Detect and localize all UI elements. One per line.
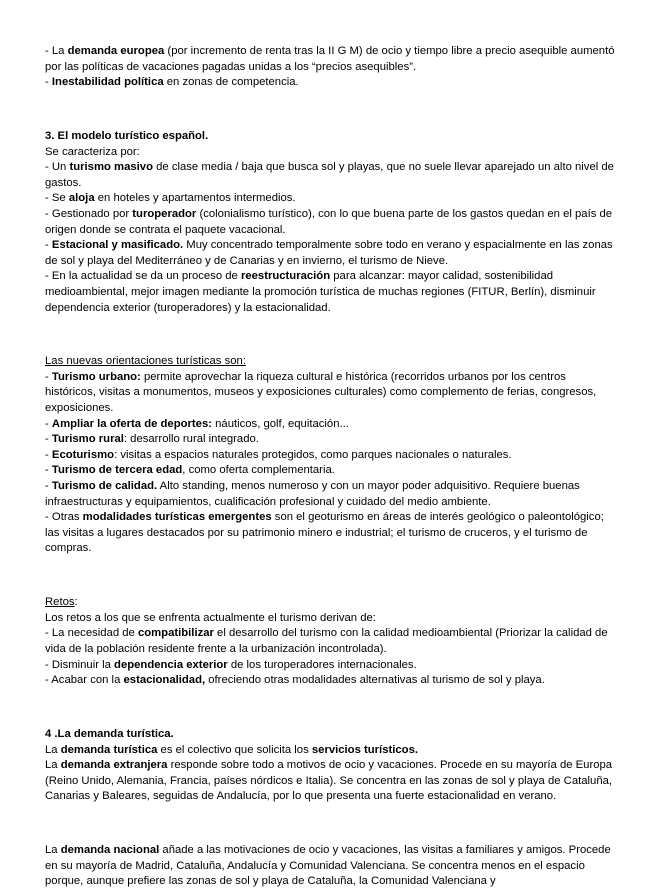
text-run: - xyxy=(45,417,52,430)
bold-term: Inestabilidad política xyxy=(51,76,164,89)
bold-term: Turismo rural xyxy=(51,433,124,446)
text-run: - Otras xyxy=(45,511,83,524)
text-run: - La xyxy=(45,45,68,57)
paragraph xyxy=(45,145,615,161)
bold-term: Turismo de tercera edad xyxy=(51,464,183,477)
text-run: - Gestionado por xyxy=(45,207,133,220)
bold-term: Ampliar la oferta de deportes: xyxy=(51,417,212,430)
bold-term: Estacional y masificado. xyxy=(51,239,184,252)
bold-term: servicios turísticos. xyxy=(311,743,418,756)
bold-term: Ecoturismo xyxy=(51,448,115,461)
bold-term: turoperador xyxy=(132,207,197,220)
text-run: : xyxy=(74,596,78,609)
paragraph-spacer xyxy=(45,568,615,584)
paragraph xyxy=(45,448,615,464)
paragraph xyxy=(45,44,615,75)
text-run: : desarrollo rural integrado. xyxy=(123,433,259,446)
paragraph xyxy=(45,479,615,510)
bold-term: demanda europea xyxy=(67,45,165,57)
text-run: - Acabar con la xyxy=(45,674,124,687)
text-run: permite aprovechar la riqueza cultural e histórica (recorridos urbanos por los centros históricos, visitas a monumentos, museos y exposiciones culturales) como complemento de ferias, congresos, exposiciones. xyxy=(45,370,597,415)
text-run: de los turoperadores internacionales. xyxy=(227,658,417,671)
text-run: Se caracteriza por: xyxy=(45,145,140,158)
paragraph-spacer xyxy=(45,102,615,118)
paragraph xyxy=(45,626,615,657)
text-run: náuticos, golf, equitación... xyxy=(211,417,349,430)
text-run: de clase media / baja que busca sol y playas, que no suele llevar aparejado un alto nivel de gastos. xyxy=(45,161,614,189)
text-run: : visitas a espacios naturales protegidos, como parques nacionales o naturales. xyxy=(114,448,512,461)
section-heading xyxy=(45,129,615,145)
text-run: en hoteles y apartamentos intermedios. xyxy=(94,192,296,205)
paragraph xyxy=(45,269,615,316)
text-run: - xyxy=(45,448,52,461)
bold-term: turismo masivo xyxy=(69,161,153,174)
text-run: son el geoturismo en áreas de interés geológico o paleontológico; las visitas a lugares destacados por su patrimonio minero e industrial; el turismo de cruceros, y el turismo de compras. xyxy=(45,511,604,555)
paragraph xyxy=(45,743,615,759)
text-run: 3. El modelo turístico español. xyxy=(45,129,209,142)
text-run: es el colectivo que solicita los xyxy=(157,743,312,756)
paragraph xyxy=(45,75,615,91)
text-run: para alcanzar: mayor calidad, sostenibilidad medioambiental, mejor imagen mediante la promoción turística de muchas regiones (FITUR, Berlín), disminuir dependencia exterior (turoperadores) y la estacionalidad. xyxy=(45,270,596,314)
bold-term: demanda turística xyxy=(60,743,158,756)
text-run: - xyxy=(45,464,52,477)
text-run: - Se xyxy=(45,192,69,205)
subsection-title xyxy=(45,595,615,611)
paragraph xyxy=(45,843,615,890)
text-run: - xyxy=(45,370,52,383)
text-run: en zonas de competencia. xyxy=(163,76,299,89)
paragraph xyxy=(45,658,615,674)
paragraph-spacer xyxy=(45,700,615,716)
bold-term: Turismo de calidad. xyxy=(51,480,158,493)
text-run: - xyxy=(45,239,52,252)
paragraph xyxy=(45,463,615,479)
text-run: (colonialismo turístico), con lo que buena parte de los gastos quedan en el país de origen donde se contrata el paquete vacacional. xyxy=(45,207,613,236)
paragraph xyxy=(45,432,615,448)
text-run: Las nuevas orientaciones turísticas son: xyxy=(45,355,246,368)
text-run: La xyxy=(45,844,61,857)
paragraph xyxy=(45,207,615,238)
text-run: el desarrollo del turismo con la calidad medioambiental (Priorizar la calidad de vida de la población residente frente a la urbanización incontrolada). xyxy=(45,627,608,655)
subsection-title xyxy=(45,354,615,370)
paragraph-spacer xyxy=(45,327,615,343)
text-run: - En la actualidad se da un proceso de xyxy=(45,270,241,283)
bold-term: modalidades turísticas emergentes xyxy=(82,511,272,524)
paragraph xyxy=(45,758,615,805)
text-run: La xyxy=(45,759,61,772)
section-heading xyxy=(45,727,615,743)
paragraph xyxy=(45,160,615,191)
text-run: (por incremento de renta tras la II G M) de ocio y tiempo libre a precio asequible aumentó por las políticas de vacaciones pagadas unidas a los “precios asequibles”. xyxy=(45,45,615,73)
bold-term: demanda nacional xyxy=(60,844,160,857)
paragraph xyxy=(45,673,615,689)
text-run: ofreciendo otras modalidades alternativas al turismo de sol y playa. xyxy=(205,674,545,687)
bold-term: Turismo urbano: xyxy=(51,370,141,383)
paragraph xyxy=(45,191,615,207)
paragraph xyxy=(45,370,615,417)
text-run: - La necesidad de xyxy=(45,627,138,640)
text-run: responde sobre todo a motivos de ocio y vacaciones. Procede en su mayoría de Europa (Reino Unido, Alemania, Francia, países nórdicos e Italia). Se concentra en las zonas de sol y playa de Cataluña, Canarias y Baleares, seguidas de Andalucía, por lo que presenta una fuerte estacionalidad en verano. xyxy=(45,759,613,803)
text-run: - Un xyxy=(45,161,70,174)
text-run: - Disminuir la xyxy=(45,658,115,671)
text-run: 4 .La demanda turística. xyxy=(45,727,174,740)
text-run: Muy concentrado temporalmente sobre todo en verano y espacialmente en las zonas de sol y playa del Mediterráneo y de Canarias y en invierno, el turismo de Nieve. xyxy=(45,239,613,267)
bold-term: compatibilizar xyxy=(137,627,214,640)
text-run: , como oferta complementaria. xyxy=(182,464,335,477)
bold-term: demanda extranjera xyxy=(60,759,168,772)
paragraph xyxy=(45,611,615,627)
text-run: Alto standing, menos numeroso y con un mayor poder adquisitivo. Requiere buenas infraestructuras y equipamientos, cualificación profesional y cuidado del medio ambiente. xyxy=(45,480,580,508)
text-run: La xyxy=(45,743,61,756)
text-run: Retos xyxy=(45,596,75,609)
bold-term: dependencia exterior xyxy=(114,658,228,671)
text-run: - xyxy=(45,480,52,493)
paragraph-spacer xyxy=(45,816,615,832)
text-run: añade a las motivaciones de ocio y vacaciones, las visitas a familiares y amigos. Procede en su mayoría de Madrid, Cataluña, Andalucía y Comunidad Valenciana. Se concentra menos en el espacio porque, aunque prefiere las zonas de sol y playa de Cataluña, la Comunidad Valenciana y xyxy=(45,844,611,888)
bold-term: aloja xyxy=(68,192,95,205)
text-run: Los retos a los que se enfrenta actualmente el turismo derivan de: xyxy=(45,611,376,624)
bold-term: estacionalidad, xyxy=(123,674,206,687)
bold-term: reestructuración xyxy=(240,270,331,283)
text-run: - xyxy=(45,433,52,446)
text-run: - xyxy=(45,76,52,89)
paragraph xyxy=(45,417,615,433)
paragraph xyxy=(45,238,615,269)
paragraph xyxy=(45,510,615,557)
